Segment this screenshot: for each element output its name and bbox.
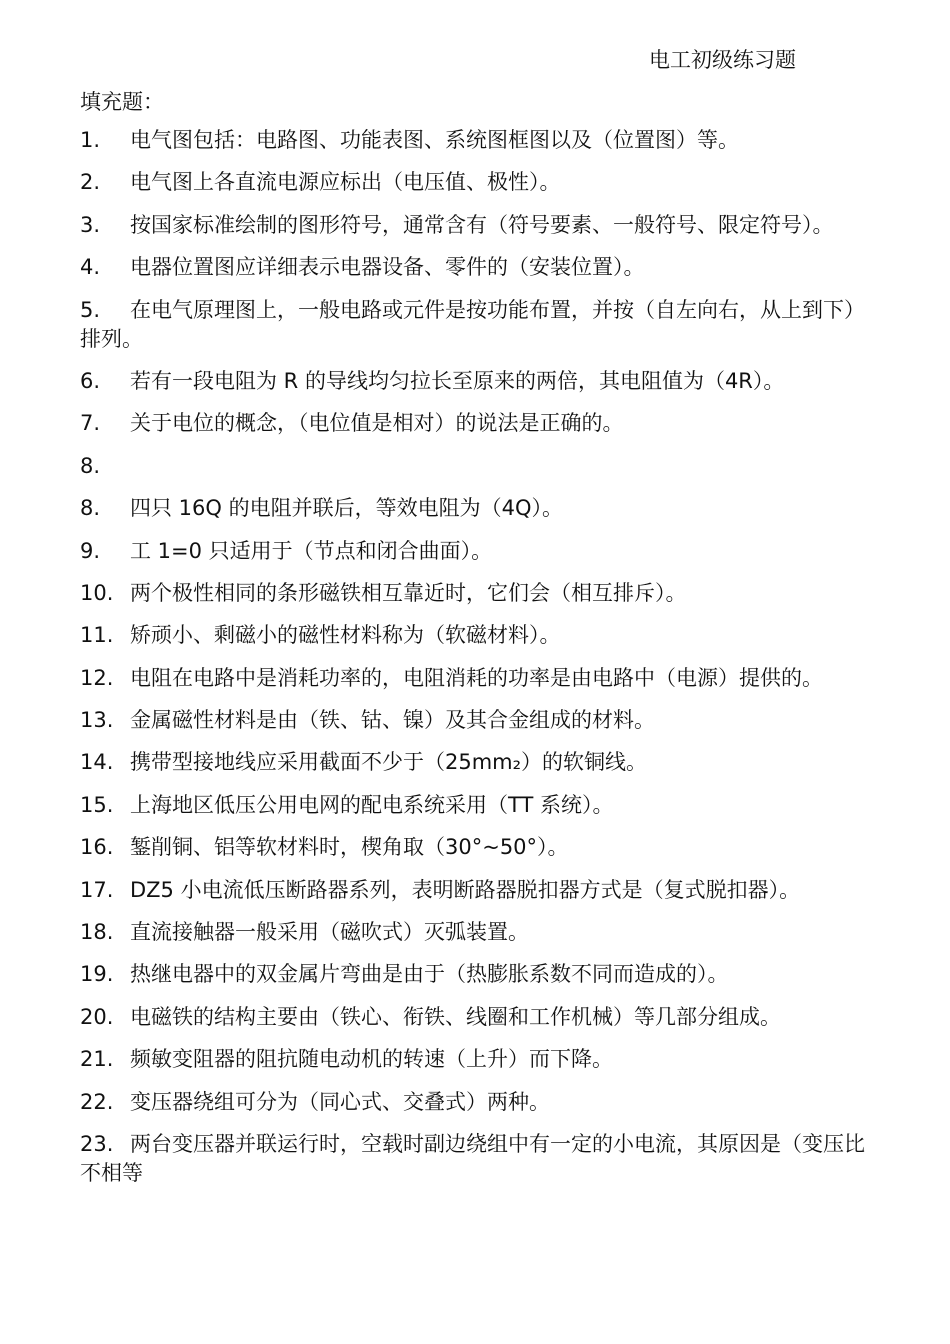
question-number: 22.: [80, 1089, 114, 1114]
question-number: 7.: [80, 411, 101, 436]
question-text: 若有一段电阻为 R 的导线均匀拉长至原来的两倍，其电阻值为（4R）。: [130, 368, 785, 393]
question-item: [80, 918, 865, 947]
question-number: 23.: [80, 1131, 114, 1156]
question-item: [80, 409, 865, 438]
question-text: 錾削铜、铝等软材料时，楔角取（30°~50°）。: [130, 835, 569, 860]
document-header-title: 电工初级练习题: [649, 48, 796, 72]
question-number: 4.: [80, 255, 101, 280]
question-text: 变压器绕组可分为（同心式、交叠式）两种。: [130, 1089, 550, 1114]
question-number: 8.: [80, 496, 101, 521]
question-item: [80, 791, 865, 820]
question-number: 9.: [80, 538, 101, 563]
question-item: [80, 1130, 865, 1188]
question-text: 携带型接地线应采用截面不少于（25mm₂）的软铜线。: [130, 750, 648, 775]
question-item: [80, 296, 865, 354]
question-number: 16.: [80, 835, 114, 860]
question-text: 两台变压器并联运行时，空载时副边绕组中有一定的小电流，其原因是（变压比不相等: [80, 1131, 865, 1185]
question-item: [80, 1003, 865, 1032]
question-number: 17.: [80, 877, 114, 902]
question-text: 四只 16Q 的电阻并联后，等效电阻为（4Q）。: [130, 496, 563, 521]
question-item: [80, 621, 865, 650]
question-text: 电磁铁的结构主要由（铁心、衔铁、线圈和工作机械）等几部分组成。: [130, 1004, 781, 1029]
question-text: 电阻在电路中是消耗功率的，电阻消耗的功率是由电路中（电源）提供的。: [130, 665, 823, 690]
question-item: [80, 253, 865, 282]
question-number: 13.: [80, 708, 114, 733]
question-text: 关于电位的概念，（电位值是相对）的说法是正确的。: [130, 411, 624, 436]
question-text: 上海地区低压公用电网的配电系统采用（TT 系统）。: [130, 792, 614, 817]
question-text: 在电气原理图上，一般电路或元件是按功能布置，并按（自左向右，从上到下）排列。: [80, 297, 865, 351]
question-number: 18.: [80, 920, 114, 945]
question-item: [80, 211, 865, 240]
question-number: 10.: [80, 580, 114, 605]
question-item: [80, 1045, 865, 1074]
question-item: [80, 664, 865, 693]
question-item: [80, 168, 865, 197]
question-text: 频敏变阻器的阻抗随电动机的转速（上升）而下降。: [130, 1047, 613, 1072]
question-text: 两个极性相同的条形磁铁相互靠近时，它们会（相互排斥）。: [130, 580, 687, 605]
question-item: [80, 706, 865, 735]
question-number: 3.: [80, 212, 101, 237]
question-number: 12.: [80, 665, 114, 690]
question-item: [80, 494, 865, 523]
question-number: 19.: [80, 962, 114, 987]
question-item: [80, 1088, 865, 1117]
question-text: 矫顽小、剩磁小的磁性材料称为（软磁材料）。: [130, 623, 561, 648]
question-number: 11.: [80, 623, 114, 648]
question-number: 5.: [80, 297, 101, 322]
question-number: 2.: [80, 170, 101, 195]
question-number: 6.: [80, 368, 101, 393]
question-number: 15.: [80, 792, 114, 817]
question-number: 8.: [80, 453, 101, 478]
question-number: 14.: [80, 750, 114, 775]
section-title: 填充题：: [80, 90, 164, 114]
question-item: [80, 537, 865, 566]
question-text: 电器位置图应详细表示电器设备、零件的（安装位置）。: [130, 255, 645, 280]
question-number: 1.: [80, 128, 101, 152]
question-list: [80, 126, 865, 1201]
question-item: [80, 960, 865, 989]
question-item: [80, 833, 865, 862]
question-text: 按国家标准绘制的图形符号，通常含有（符号要素、一般符号、限定符号）。: [130, 212, 834, 237]
question-item: [80, 367, 865, 396]
question-item: [80, 579, 865, 608]
question-text: 金属磁性材料是由（铁、钴、镍）及其合金组成的材料。: [130, 708, 655, 733]
question-text: 电气图上各直流电源应标出（电压值、极性）。: [130, 170, 561, 195]
question-number: 20.: [80, 1004, 114, 1029]
question-number: 21.: [80, 1047, 114, 1072]
question-item: [80, 126, 865, 155]
question-text: DZ5 小电流低压断路器系列，表明断路器脱扣器方式是（复式脱扣器）。: [130, 877, 801, 902]
question-text: 直流接触器一般采用（磁吹式）灭弧装置。: [130, 920, 529, 945]
question-text: 热继电器中的双金属片弯曲是由于（热膨胀系数不同而造成的）。: [130, 962, 729, 987]
question-text: 电气图包括：电路图、功能表图、系统图框图以及（位置图）等。: [130, 128, 739, 152]
question-item: [80, 452, 865, 481]
question-text: 工 1=0 只适用于（节点和闭合曲面）。: [130, 538, 493, 563]
question-item: [80, 876, 865, 905]
question-item: [80, 748, 865, 777]
